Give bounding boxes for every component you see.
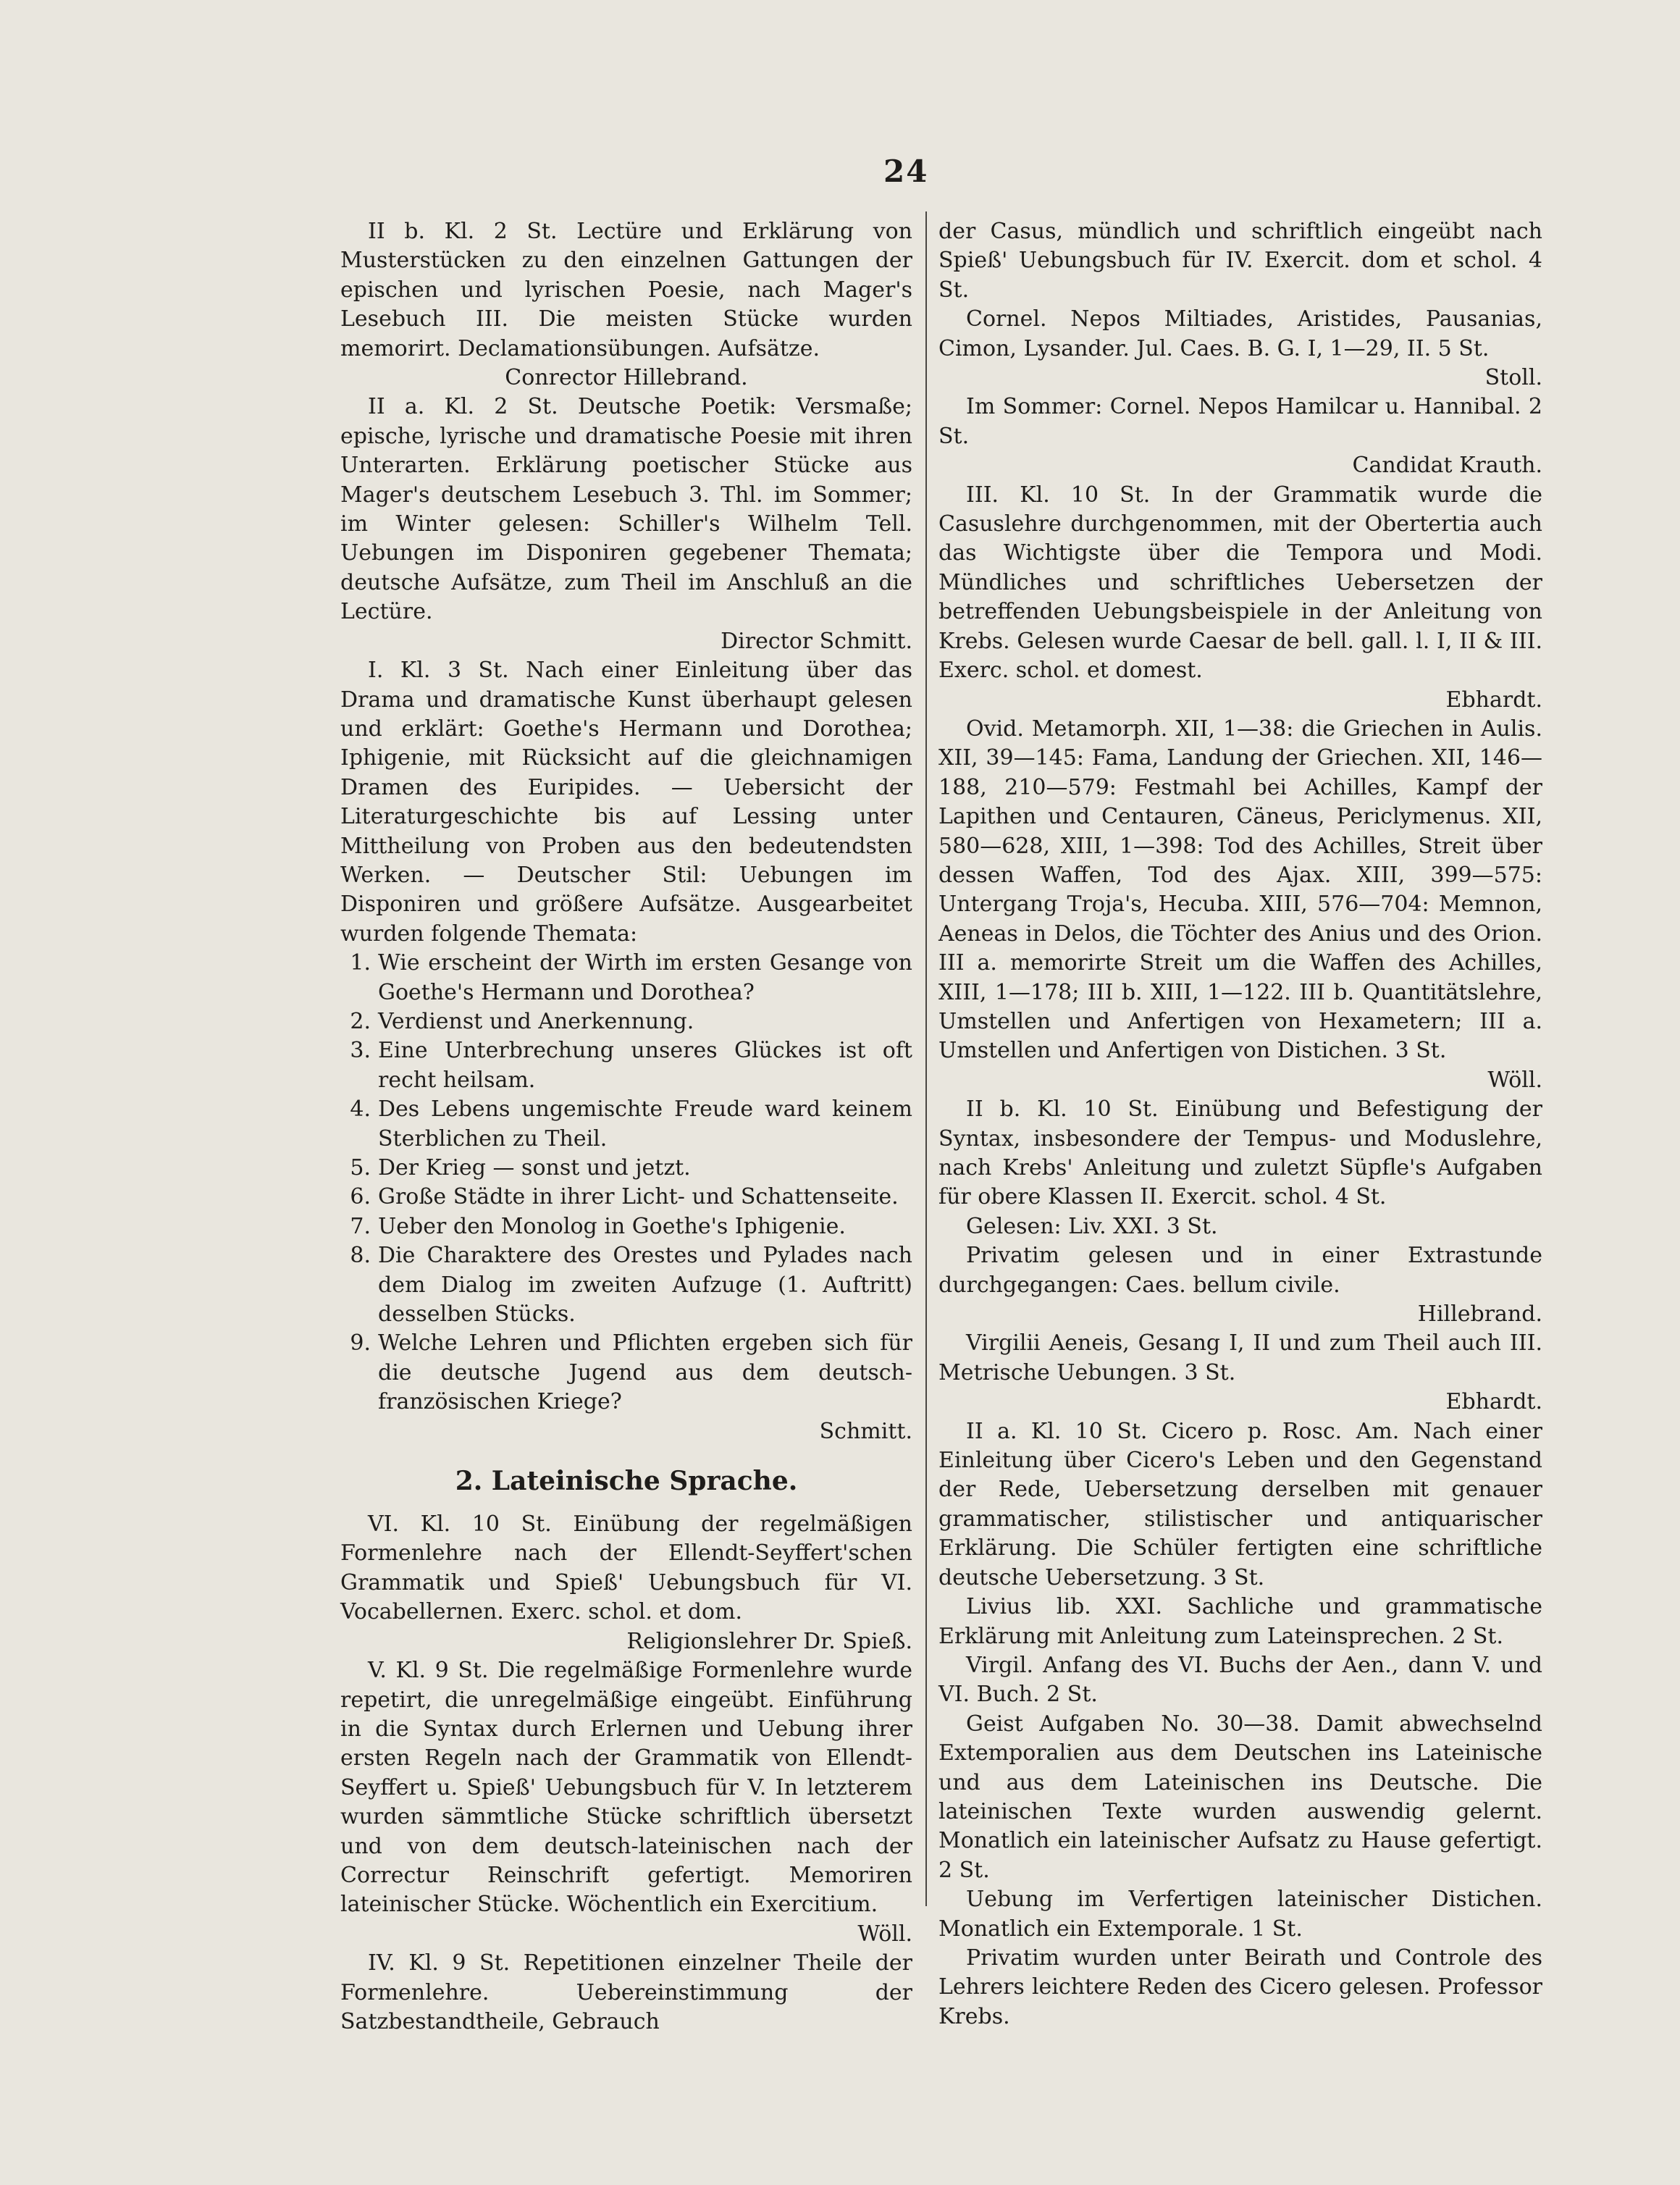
paragraph-virgil: Virgil. Anfang des VI. Buchs der Aen., dann V. und VI. Buch. 2 St. [938,1652,1542,1708]
paragraph-livius: Livius lib. XXI. Sachliche und grammatische Erklärung mit Anleitung zum Lateinsprechen. 2 St. [938,1594,1542,1649]
paragraph-iv-latin: IV. Kl. 9 St. Repetitionen einzelner Theile der Formenlehre. Uebereinstimmung der Satzbestandtheile, Gebrauch [340,1950,912,2034]
left-column [340,217,912,2037]
signature-stoll: Stoll. [1484,365,1542,391]
signature-ebhardt: Ebhardt. [1445,687,1542,713]
column-divider [925,211,927,1906]
signature-woell: Wöll. [857,1921,912,1947]
right-column [938,217,1542,2031]
page-number: 24 [883,154,929,189]
signature-ebhardt: Ebhardt. [1445,1389,1542,1415]
signature-spiess: Religionslehrer Dr. Spieß. [626,1628,912,1654]
theme-item: 8. Die Charaktere des Orestes und Pylades nach dem Dialog im zweiten Aufzuge (1. Auftritt) desselben Stücks. [350,1243,912,1328]
paragraph-vi-latin: VI. Kl. 10 St. Einübung der regelmäßigen Formenlehre nach der Ellendt-Seyffert'schen Grammatik und Spieß' Uebungsbuch für VI. Vocabellernen. Exerc. schol. et dom. [340,1511,912,1625]
theme-item: 5. Der Krieg — sonst und jetzt. [350,1155,691,1180]
theme-item: 3. Eine Unterbrechung unseres Glückes ist oft recht heilsam. [350,1038,912,1093]
paragraph-iv-continued: der Casus, mündlich und schriftlich eingeübt nach Spieß' Uebungsbuch für IV. Exercit. dom et schol. 4 St. [938,219,1542,303]
signature-schmitt: Schmitt. [819,1418,912,1444]
theme-item: 7. Ueber den Monolog in Goethe's Iphigenie. [350,1213,846,1239]
signature-hillebrand: Hillebrand. [1417,1301,1542,1328]
paragraph-iia-latin: II a. Kl. 10 St. Cicero p. Rosc. Am. Nach einer Einleitung über Cicero's Leben und den Gegenstand der Rede, Uebersetzung derselben mit genauer grammatischer, stilistischer und antiquarischer Erklärung. Die Schüler fertigten eine schriftliche deutsche Uebersetzung. 3 St. [938,1418,1542,1590]
theme-item: 1. Wie erscheint der Wirth im ersten Gesange von Goethe's Hermann und Dorothea? [350,950,912,1005]
section-heading-latin: 2. Lateinische Sprache. [455,1466,798,1497]
paragraph-sommer: Im Sommer: Cornel. Nepos Hamilcar u. Hannibal. 2 St. [938,394,1542,449]
paragraph-livius-gelesen: Gelesen: Liv. XXI. 3 St. [966,1213,1218,1239]
paragraph-geist: Geist Aufgaben No. 30—38. Damit abwechselnd Extemporalien aus dem Deutschen ins Lateinische und aus dem Lateinischen ins Deutsche. Die lateinischen Texte wurden auswendig gelernt. Monatlich ein lateinischer Aufsatz zu Hause gefertigt. 2 St. [938,1711,1542,1883]
paragraph-privatim-cicero: Privatim wurden unter Beirath und Controle des Lehrers leichtere Reden des Cicero gelesen. Professor Krebs. [938,1945,1542,2029]
paragraph-virgil-aeneis: Virgilii Aeneis, Gesang I, II und zum Theil auch III. Metrische Uebungen. 3 St. [938,1330,1542,1385]
paragraph-i-deutsch: I. Kl. 3 St. Nach einer Einleitung über das Drama und dramatische Kunst überhaupt gelesen und erklärt: Goethe's Hermann und Dorothea; Iphigenie, mit Rücksicht auf die gleichnamigen Dramen des Euripides. — Uebersicht der Literaturgeschichte bis auf Lessing unter Mittheilung von Proben aus den bedeutendsten Werken. — Deutscher Stil: Uebungen im Disponiren und größere Aufsätze. Ausgearbeitet wurden folgende Themata: [340,658,912,947]
signature-director-schmitt: Director Schmitt. [721,628,912,654]
theme-item: 2. Verdienst und Anerkennung. [350,1008,694,1034]
paragraph-v-latin: V. Kl. 9 St. Die regelmäßige Formenlehre wurde repetirt, die unregelmäßige eingeübt. Einführung in die Syntax durch Erlernen und Uebung ihrer ersten Regeln nach der Grammatik von Ellendt-Seyffert u. Spieß' Uebungsbuch für V. In letzterem wurden sämmtliche Stücke schriftlich übersetzt und von dem deutsch-lateinischen nach der Correctur Reinschrift gefertigt. Memoriren lateinischer Stücke. Wöchentlich ein Exercitium. [340,1658,912,1918]
theme-item: 9. Welche Lehren und Pflichten ergeben sich für die deutsche Jugend aus dem deutsch-französischen Kriege? [350,1330,912,1415]
signature-woell: Wöll. [1487,1067,1542,1093]
paragraph-iib-deutsch: II b. Kl. 2 St. Lectüre und Erklärung von Musterstücken zu den einzelnen Gattungen der epischen und lyrischen Poesie, nach Mager's Lesebuch III. Die meisten Stücke wurden memorirt. Declamationsübungen. Aufsätze. [340,219,912,361]
paragraph-cornel-nepos: Cornel. Nepos Miltiades, Aristides, Pausanias, Cimon, Lysander. Jul. Caes. B. G. I, 1—29, II. 5 St. [938,306,1542,361]
theme-item: 4. Des Lebens ungemischte Freude ward keinem Sterblichen zu Theil. [350,1096,912,1152]
paragraph-iia-deutsch: II a. Kl. 2 St. Deutsche Poetik: Versmaße; epische, lyrische und dramatische Poesie mit ihren Unterarten. Erklärung poetischer Stücke aus Mager's deutschem Lesebuch 3. Thl. im Sommer; im Winter gelesen: Schiller's Wilhelm Tell. Uebungen im Disponiren gegebener Themata; deutsche Aufsätze, zum Theil im Anschluß an die Lectüre. [340,394,912,625]
paragraph-iii-latin: III. Kl. 10 St. In der Grammatik wurde die Casuslehre durchgenommen, mit der Obertertia auch das Wichtigste über die Tempora und Modi. Mündliches und schriftliches Uebersetzen der betreffenden Uebungsbeispiele in der Anleitung von Krebs. Gelesen wurde Caesar de bell. gall. l. I, II & III. Exerc. schol. et domest. [938,482,1542,684]
paragraph-ovid: Ovid. Metamorph. XII, 1—38: die Griechen in Aulis. XII, 39—145: Fama, Landung der Griechen. XII, 146—188, 210—579: Festmahl bei Achilles, Kampf der Lapithen und Centauren, Cäneus, Periclymenus. XII, 580—628, XIII, 1—398: Tod des Achilles, Streit über dessen Waffen, Tod des Ajax. XIII, 399—575: Untergang Troja's, Hecuba. XIII, 576—704: Memnon, Aeneas in Delos, die Töchter des Anius und des Orion. III a. memorirte Streit um die Waffen des Achilles, XIII, 1—178; III b. XIII, 1—122. III b. Quantitätslehre, Umstellen und Anfertigen von Hexametern; III a. Umstellen und Anfertigen von Distichen. 3 St. [938,716,1542,1064]
themes-list [340,949,912,1417]
signature-hillebrand: Conrector Hillebrand. [505,365,748,391]
paragraph-privatim-caesar: Privatim gelesen und in einer Extrastunde durchgegangen: Caes. bellum civile. [938,1243,1542,1298]
paragraph-iib-latin: II b. Kl. 10 St. Einübung und Befestigung der Syntax, insbesondere der Tempus- und Moduslehre, nach Krebs' Anleitung und zuletzt Süpfle's Aufgaben für obere Klassen II. Exercit. schol. 4 St. [938,1096,1542,1210]
signature-krauth: Candidat Krauth. [1352,453,1542,479]
theme-item: 6. Große Städte in ihrer Licht- und Schattenseite. [350,1184,899,1210]
paragraph-uebung: Uebung im Verfertigen lateinischer Distichen. Monatlich ein Extemporale. 1 St. [938,1887,1542,1942]
